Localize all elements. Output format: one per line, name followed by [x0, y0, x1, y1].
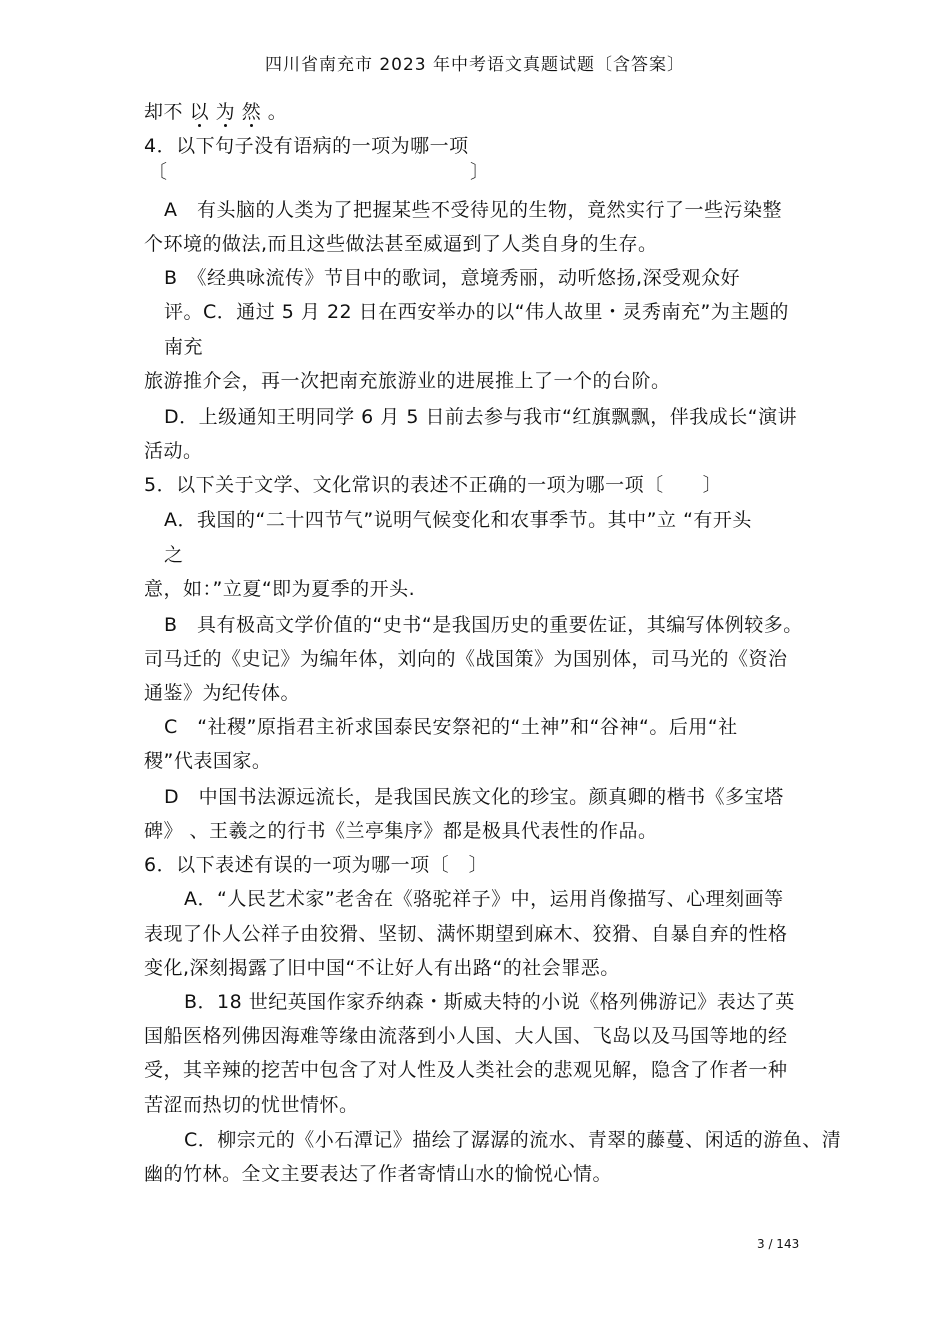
q6-option-c-line2: 幽的竹林。全文主要表达了作者寄情山水的愉悦心情。: [144, 1163, 613, 1185]
q4-stem: 4．以下句子没有语病的一项为哪一项: [144, 135, 469, 157]
q5-option-c-line2: 稷”代表国家。: [144, 750, 272, 772]
q4-option-d-line2: 活动。: [144, 440, 203, 462]
q5-option-a-line3: 意，如：”立夏“即为夏季的开头.: [144, 578, 416, 600]
dotted-char: 为: [215, 101, 236, 123]
q4-option-a-line1: A 有头脑的人类为了把握某些不受待见的生物，竟然实行了一些污染整: [164, 199, 782, 221]
q5-option-a-line2: 之: [164, 544, 184, 566]
q6-option-b-line1: B．18 世纪英国作家乔纳森・斯威夫特的小说《格列佛游记》表达了英: [184, 991, 795, 1013]
q5-option-a-line1: A．我国的“二十四节气”说明气候变化和农事季节。其中”立 “有开头: [164, 509, 752, 531]
q5-option-c-line1: C “社稷”原指君主祈求国泰民安祭祀的“土神”和“谷神“。后用“社: [164, 716, 738, 738]
q4-option-d-line1: D．上级通知王明同学 6 月 5 日前去参与我市“红旗飘飘，伴我成长“演讲: [164, 406, 798, 428]
q5-option-b-line1: B 具有极高文学价值的“史书“是我国历史的重要佐证，其编写体例较多。: [164, 614, 803, 636]
q4-option-c-line1: 旅游推介会，再一次把南充旅游业的进展推上了一个的台阶。: [144, 370, 671, 392]
q4-option-b-line3: 南充: [164, 336, 204, 358]
dotted-char: 以: [189, 101, 210, 123]
q5-option-d-line1: D 中国书法源远流长，是我国民族文化的珍宝。颜真卿的楷书《多宝塔: [164, 786, 784, 808]
q6-option-a-line3: 变化,深刻揭露了旧中国“不让好人有出路“的社会罪恶。: [144, 957, 620, 979]
q6-option-b-line2: 国船医格列佛因海难等缘由流落到小人国、大人国、飞岛以及马国等地的经: [144, 1025, 788, 1047]
q5-option-b-line3: 通鉴》为纪传体。: [144, 682, 301, 704]
page-header: 四川省南充市 2023 年中考语文真题试题〔含答案〕: [264, 55, 686, 75]
q6-option-a-line1: A．“人民艺术家”老舍在《骆驼祥子》中，运用肖像描写、心理刻画等: [184, 888, 784, 910]
q4-bracket-close: 〕: [470, 161, 490, 183]
q6-option-a-line2: 表现了仆人公祥子由狡猾、坚韧、满怀期望到麻木、狡猾、自暴自弃的性格: [144, 923, 788, 945]
q4-option-b-line2: 评。C．通过 5 月 22 日在西安举办的以“伟人故里・灵秀南充”为主题的: [164, 301, 789, 323]
q6-option-c-line1: C．柳宗元的《小石潭记》描绘了潺潺的流水、青翠的藤蔓、闲适的游鱼、清: [184, 1129, 842, 1151]
dotted-char: 然: [241, 101, 262, 123]
q4-option-b-line1: B 《经典咏流传》节目中的歌词，意境秀丽，动听悠扬,深受观众好: [164, 267, 741, 289]
text-prefix: 却不: [144, 101, 184, 123]
continuation-line: [144, 100, 287, 124]
q5-option-d-line2: 碑》 、王羲之的行书《兰亭集序》都是极具代表性的作品。: [144, 820, 658, 842]
page-number: 3 / 143: [757, 1237, 800, 1251]
q5-stem: 5．以下关于文学、文化常识的表述不正确的一项为哪一项〔 〕: [144, 474, 723, 496]
q6-option-b-line3: 受，其辛辣的挖苦中包含了对人性及人类社会的悲观见解，隐含了作者一种: [144, 1059, 788, 1081]
q6-option-b-line4: 苦涩而热切的忧世情怀。: [144, 1094, 359, 1116]
q6-stem: 6．以下表述有误的一项为哪一项〔 〕: [144, 854, 489, 876]
text-suffix: 。: [267, 101, 288, 123]
q5-option-b-line2: 司马迁的《史记》为编年体，刘向的《战国策》为国别体，司马光的《资治: [144, 648, 788, 670]
q4-option-a-line2: 个环境的做法,而且这些做法甚至威逼到了人类自身的生存。: [144, 233, 658, 255]
q4-bracket-open: 〔: [148, 161, 168, 183]
